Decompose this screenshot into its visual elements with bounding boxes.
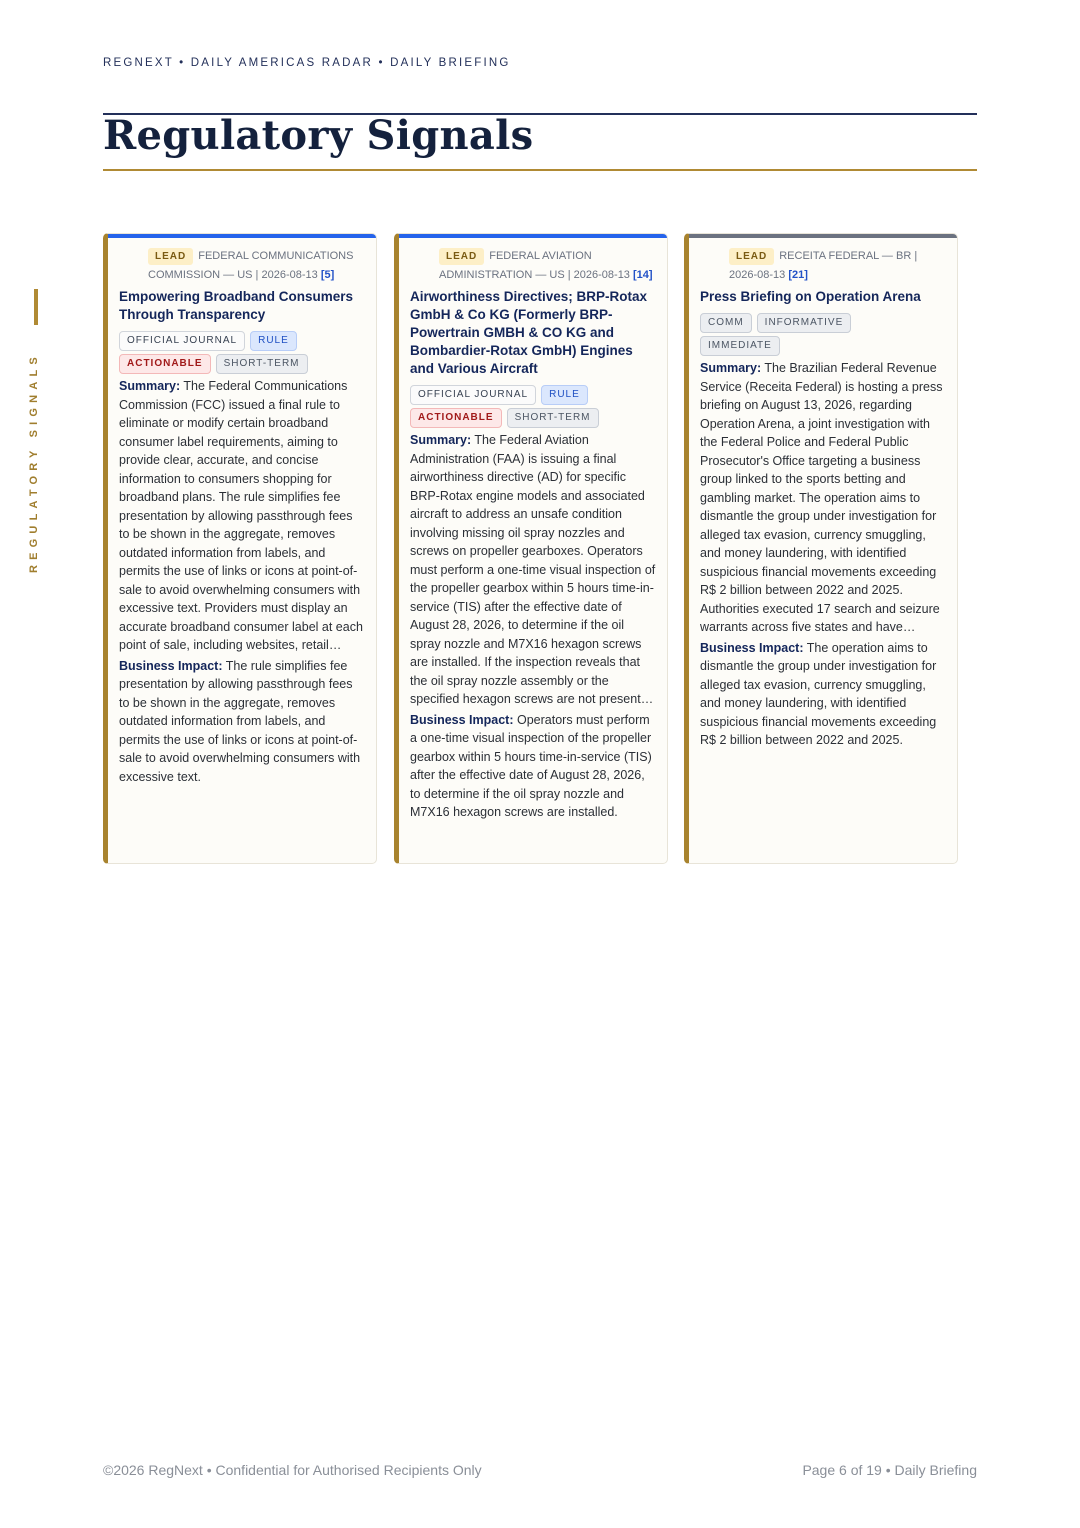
tag-actionable: ACTIONABLE xyxy=(410,408,502,428)
lead-badge: LEAD xyxy=(439,248,484,265)
tag-list xyxy=(410,382,657,428)
card-title[interactable]: Empowering Broadband Consumers Through Transparency xyxy=(119,289,354,322)
side-section-label: REGULATORY SIGNALS xyxy=(28,352,40,573)
lead-badge: LEAD xyxy=(148,248,193,265)
card-meta xyxy=(410,247,657,285)
card-meta xyxy=(700,247,947,285)
summary-label: Summary: xyxy=(119,379,181,393)
card-summary xyxy=(410,431,657,709)
tag-official-journal: OFFICIAL JOURNAL xyxy=(119,331,245,351)
card-summary xyxy=(700,359,947,637)
summary-text: The Federal Aviation Administration (FAA) is issuing a final airworthiness directive (AD) for specific BRP-Rotax engine models and associated aircraft to address an unsafe condition involving missing oil spray nozzles and screws on propeller gearboxes. Operators must perform a one-time visual inspection of the propeller gearbox within 5 hours time-in-service (TIS) after the effective date of August 28, 2026, to determine if the oil spray nozzle and M7X16 hexagon screws are installed. If the inspection reveals that the oil spray nozzle assembly or the specified hexagon screws are not present… xyxy=(410,433,656,706)
tag-rule: RULE xyxy=(541,385,588,405)
impact-label: Business Impact: xyxy=(119,658,223,673)
card-business-impact xyxy=(410,711,657,822)
reference-link[interactable]: [21] xyxy=(788,269,808,281)
card-accent-top xyxy=(689,234,957,238)
reference-link[interactable]: [14] xyxy=(633,269,653,281)
breadcrumb: REGNEXT • DAILY AMERICAS RADAR • DAILY BRIEFING xyxy=(103,57,511,69)
tag-comm: COMM xyxy=(700,313,752,333)
impact-text: Operators must perform a one-time visual inspection of the propeller gearbox within 5 hours time-in-service (TIS) after the effective date of August 28, 2026, to determine if the oil spray nozzle and M7X16 hexagon screws are installed. xyxy=(410,712,652,819)
signal-card-faa xyxy=(394,233,668,864)
tag-actionable: ACTIONABLE xyxy=(119,354,211,374)
card-accent-top xyxy=(108,234,376,238)
side-accent-bar xyxy=(34,289,38,325)
card-meta xyxy=(119,247,366,285)
summary-label: Summary: xyxy=(410,433,472,447)
card-business-impact xyxy=(700,639,947,750)
tag-immediate: IMMEDIATE xyxy=(700,336,780,356)
summary-text: The Brazilian Federal Revenue Service (Receita Federal) is hosting a press briefing on August 13, 2026, regarding Operation Arena, a joint investigation with the Federal Police and Federal Public Prosecutor's Office targeting a business group linked to the sports betting and gambling market. The operation aims to dismantle the group under investigation for alleged tax evasion, currency smuggling, and money laundering, with identified suspicious financial movements exceeding R$ 2 billion between 2022 and 2025. Authorities executed 17 search and seizure warrants across five states and have… xyxy=(700,361,943,634)
impact-label: Business Impact: xyxy=(410,712,514,727)
page-title: Regulatory Signals xyxy=(103,112,534,159)
summary-label: Summary: xyxy=(700,361,762,375)
tag-rule: RULE xyxy=(250,331,297,351)
tag-list xyxy=(700,310,947,356)
card-title[interactable]: Press Briefing on Operation Arena xyxy=(700,289,921,304)
signal-card-receita xyxy=(684,233,958,864)
tag-short-term: SHORT-TERM xyxy=(216,354,308,374)
card-source: FEDERAL COMMUNICATIONS COMMISSION — US | 2026-08-13 xyxy=(148,250,354,281)
title-rule-bottom xyxy=(103,169,977,171)
signal-card-fcc xyxy=(103,233,377,864)
impact-text: The rule simplifies fee presentation by allowing passthrough fees to be shown in the aggregate, removes outdated information from labels, and permits the use of links or icons at point-of-sale to avoid overwhelming consumers with excessive text. xyxy=(119,658,361,784)
reference-link[interactable]: [5] xyxy=(320,269,335,281)
tag-short-term: SHORT-TERM xyxy=(507,408,599,428)
card-summary xyxy=(119,377,366,655)
card-source: RECEITA FEDERAL — BR | 2026-08-13 xyxy=(729,250,918,281)
tag-official-journal: OFFICIAL JOURNAL xyxy=(410,385,536,405)
card-accent-top xyxy=(399,234,667,238)
tag-list xyxy=(119,328,366,374)
footer-page-number: Page 6 of 19 • Daily Briefing xyxy=(802,1462,977,1478)
summary-text: The Federal Communications Commission (FCC) issued a final rule to eliminate or modify certain broadband consumer label requirements, aiming to provide clear, accurate, and concise information to consumers shopping for broadband plans. The rule simplifies fee presentation by allowing passthrough fees to be shown in the aggregate, removes outdated information from labels, and permits the use of links or icons at point-of-sale to avoid overwhelming consumers with excessive text. Providers must display an accurate broadband consumer label at each point of sale, including websites, retail… xyxy=(119,379,363,652)
tag-informative: INFORMATIVE xyxy=(757,313,852,333)
footer-copyright: ©2026 RegNext • Confidential for Authorised Recipients Only xyxy=(103,1462,482,1478)
card-business-impact xyxy=(119,657,366,787)
impact-label: Business Impact: xyxy=(700,640,804,655)
impact-text: The operation aims to dismantle the group under investigation for alleged tax evasion, currency smuggling, and money laundering, with identified suspicious financial movements exceeding R$ 2 billion between 2022 and 2025. xyxy=(700,640,937,747)
card-source: FEDERAL AVIATION ADMINISTRATION — US | 2026-08-13 xyxy=(439,250,630,281)
lead-badge: LEAD xyxy=(729,248,774,265)
card-title[interactable]: Airworthiness Directives; BRP-Rotax GmbH & Co KG (Formerly BRP-Powertrain GMBH & CO KG and Bombardier-Rotax GmbH) Engines and Various Aircraft xyxy=(410,289,648,376)
